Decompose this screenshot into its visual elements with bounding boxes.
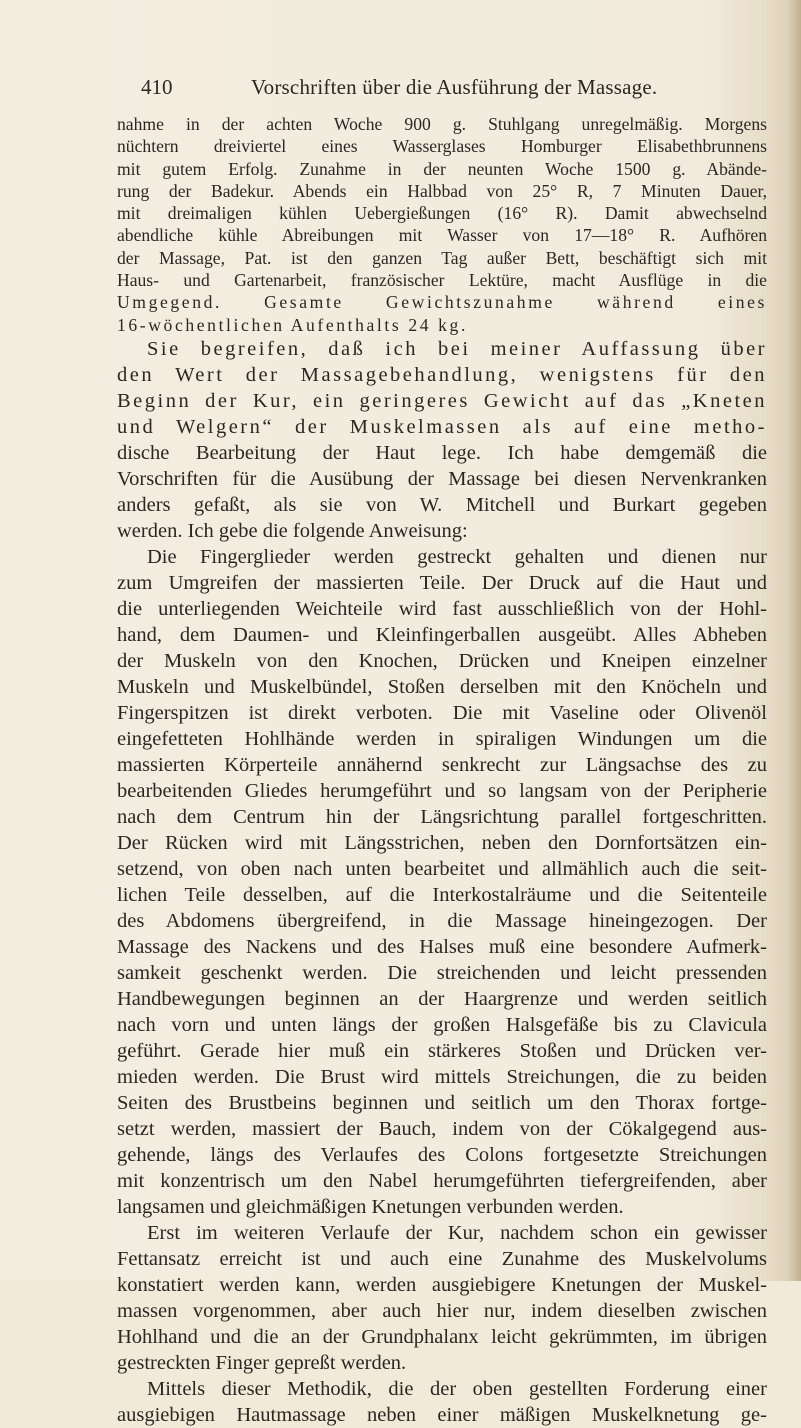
text-line: werden. Ich gebe die folgende Anweisung: [117, 519, 468, 542]
text-line: Sie begreifen, daß ich bei meiner Auffassung über [147, 337, 767, 360]
text-line: des Abdomens übergreifend, in die Massage hineingezogen. Der [117, 909, 767, 932]
text-line: Fingerspitzen ist direkt verboten. Die mit Vaseline oder Olivenöl [117, 701, 767, 724]
text-line: Vorschriften für die Ausübung der Massage bei diesen Nervenkranken [117, 467, 767, 490]
text-line: Der Rücken wird mit Längsstrichen, neben den Dornfortsätzen ein- [117, 831, 767, 854]
text-line: mit dreimaligen kühlen Uebergießungen (16° R). Damit abwechselnd [117, 203, 767, 224]
text-line: setzt werden, massiert der Bauch, indem von der Cökalgegend aus- [117, 1117, 767, 1140]
text-line: und Welgern“ der Muskelmassen als auf eine metho- [117, 415, 767, 438]
text-line: dische Bearbeitung der Haut lege. Ich habe demgemäß die [117, 441, 767, 464]
text-line: die unterliegenden Weichteile wird fast ausschließlich von der Hohl- [117, 597, 767, 620]
text-line: mieden werden. Die Brust wird mittels Streichungen, die zu beiden [117, 1065, 767, 1088]
text-line: Mittels dieser Methodik, die der oben gestellten Forderung einer [147, 1377, 767, 1400]
page-header [117, 74, 765, 104]
text-line: Haus- und Gartenarbeit, französischer Lektüre, macht Ausflüge in die [117, 270, 767, 291]
text-line: 16-wöchentlichen Aufenthalts 24 kg. [117, 314, 468, 335]
text-line: rung der Badekur. Abends ein Halbbad von 25° R, 7 Minuten Dauer, [117, 180, 767, 201]
page-edge-shadow [787, 0, 801, 1281]
text-line: setzend, von oben nach unten bearbeitet und allmählich auch die seit- [117, 857, 767, 880]
page-number: 410 [141, 75, 173, 99]
text-line: abendliche kühle Abreibungen mit Wasser von 17—18° R. Aufhören [117, 225, 767, 246]
text-line: lichen Teile desselben, auf die Interkostalräume und die Seitenteile [117, 883, 767, 906]
text-line: Massage des Nackens und des Halses muß eine besondere Aufmerk- [117, 935, 767, 958]
text-line: den Wert der Massagebehandlung, wenigstens für den [117, 363, 767, 386]
text-line: Die Fingerglieder werden gestreckt gehalten und dienen nur [147, 545, 767, 568]
text-line: ausgiebigen Hautmassage neben einer mäßigen Muskelknetung ge- [117, 1403, 767, 1426]
text-line: Beginn der Kur, ein geringeres Gewicht auf das „Kneten [117, 389, 767, 412]
text-line: geführt. Gerade hier muß ein stärkeres Stoßen und Drücken ver- [117, 1039, 767, 1062]
text-line: massen vorgenommen, aber auch hier nur, indem dieselben zwischen [117, 1299, 767, 1322]
text-line: eingefetteten Hohlhände werden in spiraligen Windungen um die [117, 727, 767, 750]
text-line: langsamen und gleichmäßigen Knetungen verbunden werden. [117, 1195, 624, 1218]
text-line: Hohlhand und die an der Grundphalanx leicht gekrümmten, im übrigen [117, 1325, 767, 1348]
text-line: mit konzentrisch um den Nabel herumgeführten tiefergreifenden, aber [117, 1169, 767, 1192]
text-line: nüchtern dreiviertel eines Wasserglases Homburger Elisabethbrunnens [117, 136, 767, 157]
text-line: gehende, längs des Verlaufes des Colons fortgesetzte Streichungen [117, 1143, 767, 1166]
text-line: gestreckten Finger gepreßt werden. [117, 1351, 407, 1374]
text-line: mit gutem Erfolg. Zunahme in der neunten Woche 1500 g. Abände- [117, 158, 767, 179]
text-line: konstatiert werden kann, werden ausgiebigere Knetungen der Muskel- [117, 1273, 767, 1296]
text-line: nach dem Centrum hin der Längsrichtung parallel fortgeschritten. [117, 805, 767, 828]
text-line: Erst im weiteren Verlaufe der Kur, nachdem schon ein gewisser [147, 1221, 767, 1244]
text-line: samkeit geschenkt werden. Die streichenden und leicht pressenden [117, 961, 767, 984]
text-line: der Massage, Pat. ist den ganzen Tag außer Bett, beschäftigt sich mit [117, 247, 767, 268]
text-line: anders gefaßt, als sie von W. Mitchell und Burkart gegeben [117, 493, 767, 516]
text-line: Umgegend. Gesamte Gewichtszunahme während eines [117, 292, 767, 313]
text-line: Fettansatz erreicht ist und auch eine Zunahme des Muskelvolums [117, 1247, 767, 1270]
text-line: Handbewegungen beginnen an der Haargrenze und werden seitlich [117, 987, 767, 1010]
text-line: Seiten des Brustbeins beginnen und seitlich um den Thorax fortge- [117, 1091, 767, 1114]
body-text [117, 113, 767, 1428]
running-title: Vorschriften über die Ausführung der Massage. [251, 75, 658, 99]
text-line: zum Umgreifen der massierten Teile. Der Druck auf die Haut und [117, 571, 767, 594]
text-line: hand, dem Daumen- und Kleinfingerballen ausgeübt. Alles Abheben [117, 623, 767, 646]
text-line: bearbeitenden Gliedes herumgeführt und so langsam von der Peripherie [117, 779, 767, 802]
text-line: der Muskeln von den Knochen, Drücken und Kneipen einzelner [117, 649, 767, 672]
text-line: nach vorn und unten längs der großen Halsgefäße bis zu Clavicula [117, 1013, 767, 1036]
text-line: massierten Körperteile annähernd senkrecht zur Längsachse des zu [117, 753, 767, 776]
text-line: Muskeln und Muskelbündel, Stoßen derselben mit den Knöcheln und [117, 675, 767, 698]
text-line: nahme in der achten Woche 900 g. Stuhlgang unregelmäßig. Morgens [117, 114, 767, 134]
